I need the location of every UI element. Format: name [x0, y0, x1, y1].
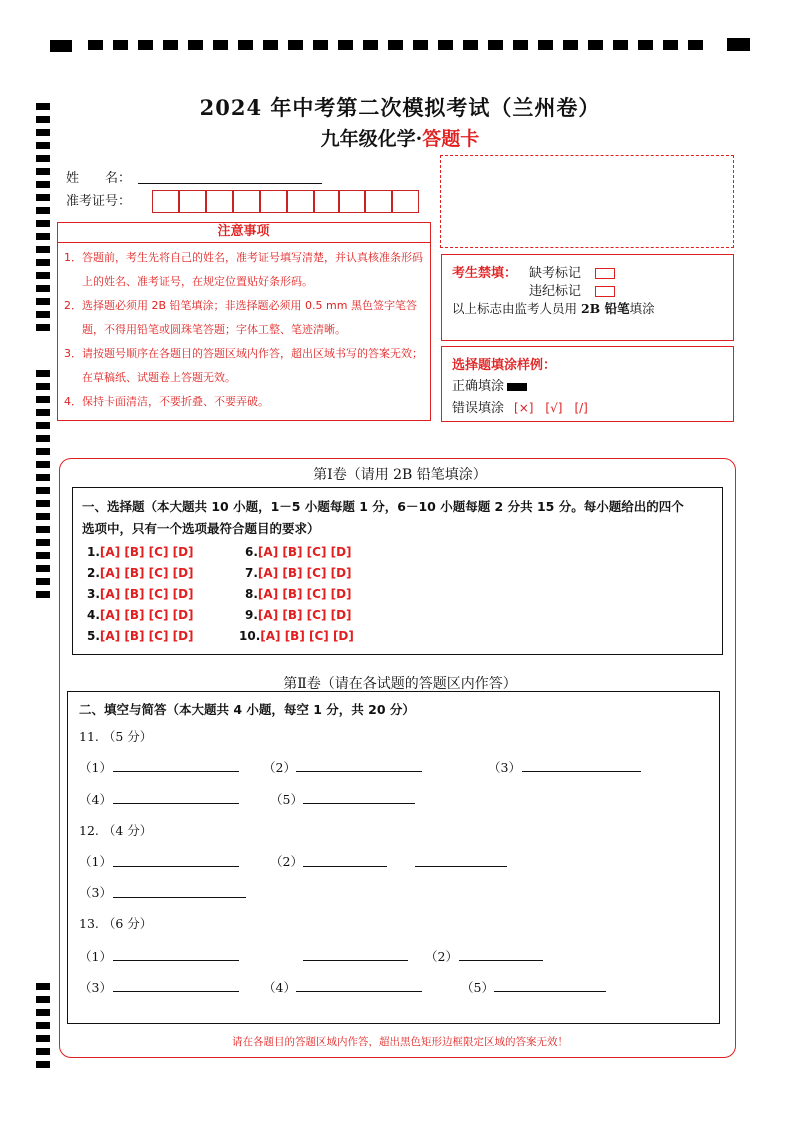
subject-label: 九年级化学· — [320, 128, 423, 150]
choice-instructions-1: 一、选择题（本大题共 10 小题，1－5 小题每题 1 分，6－10 小题每题 2 分共 15 分。每小题给出的四个 — [82, 499, 684, 514]
choice-row-2[interactable]: 2.[A] [B] [C] [D] — [87, 566, 194, 580]
forbidden-label: 考生禁填： — [452, 266, 518, 281]
violation-mark-box[interactable] — [595, 286, 615, 297]
choice-row-6[interactable]: 6.[A] [B] [C] [D] — [245, 545, 352, 559]
fill-section-box — [67, 691, 720, 1024]
part1-title: 第Ⅰ卷（请用 2B 铅笔填涂） — [313, 467, 487, 483]
sample-title: 选择题填涂样例： — [452, 358, 557, 373]
forbidden-note: 以上标志由监考人员用 2B 铅笔填涂 — [452, 301, 655, 316]
name-field[interactable] — [138, 183, 322, 184]
page-subtitle — [0, 124, 800, 151]
q13-label-2: （2） — [425, 949, 458, 964]
q13-title: 13. （6 分） — [79, 916, 153, 931]
notice-item: 2．选择题必须用 2B 铅笔填涂；非选择题必须用 0.5 mm 黑色签字笔答题，不得用铅笔或圆珠笔答题；字体工整、笔迹清晰。 — [64, 299, 417, 336]
footer-warning: 请在各题目的答题区域内作答，超出黑色矩形边框限定区域的答案无效！ — [232, 1036, 568, 1048]
q11-blank-4[interactable] — [113, 803, 239, 804]
name-label: 姓 名： — [66, 171, 132, 186]
q13-label-1: （1） — [79, 949, 112, 964]
q11-label-4: （4） — [79, 792, 112, 807]
violation-mark-row — [529, 280, 615, 299]
q13-blank-2[interactable] — [459, 960, 543, 961]
choice-row-8[interactable]: 8.[A] [B] [C] [D] — [245, 587, 352, 601]
barcode-area — [440, 155, 734, 248]
choice-row-5[interactable]: 5.[A] [B] [C] [D] — [87, 629, 194, 643]
exam-id-label: 准考证号： — [66, 194, 132, 209]
choice-instructions-2: 选项中，只有一个选项最符合题目的要求） — [82, 521, 320, 536]
part2-title: 第Ⅱ卷（请在各试题的答题区内作答） — [283, 676, 517, 692]
q13-blank-3[interactable] — [113, 991, 239, 992]
q11-title: 11. （5 分） — [79, 729, 153, 744]
q11-label-5: （5） — [270, 792, 303, 807]
notice-list — [64, 246, 429, 414]
notice-item: 1．答题前，考生先将自己的姓名，准考证号填写清楚，并认真核准条形码上的姓名、准考证号，在规定位置贴好条形码。 — [64, 251, 423, 288]
page-title: 2024 年中考第二次模拟考试（兰州卷） — [199, 95, 601, 120]
violation-label: 违纪标记 — [529, 284, 582, 299]
q13-label-4: （4） — [263, 980, 296, 995]
q13-blank-5[interactable] — [494, 991, 606, 992]
choice-row-4[interactable]: 4.[A] [B] [C] [D] — [87, 608, 194, 622]
q11-label-3: （3） — [488, 760, 521, 775]
notice-item: 3．请按题号顺序在各题目的答题区域内作答，超出区域书写的答案无效；在草稿纸、试题卷上答题无效。 — [64, 347, 423, 384]
q12-blank-3[interactable] — [113, 897, 246, 898]
notice-item: 4．保持卡面清洁，不要折叠、不要弄破。 — [64, 395, 269, 408]
absent-mark-row — [529, 262, 615, 281]
choice-row-7[interactable]: 7.[A] [B] [C] [D] — [245, 566, 352, 580]
wrong-sample: 错误填涂 [×] [√] [/] — [452, 401, 588, 416]
q11-label-1: （1） — [79, 760, 112, 775]
correct-sample: 正确填涂 — [452, 375, 527, 394]
answer-card-label: 答题卡 — [422, 128, 480, 150]
q11-blank-3[interactable] — [522, 771, 641, 772]
q11-blank-5[interactable] — [303, 803, 415, 804]
q12-label-2: （2） — [270, 854, 303, 869]
absent-mark-box[interactable] — [595, 268, 615, 279]
filled-mark — [507, 383, 527, 391]
q11-blank-2[interactable] — [296, 771, 422, 772]
choice-row-3[interactable]: 3.[A] [B] [C] [D] — [87, 587, 194, 601]
absent-label: 缺考标记 — [529, 266, 582, 281]
q13-blank-1a[interactable] — [113, 960, 239, 961]
q12-blank-1[interactable] — [113, 866, 239, 867]
q12-title: 12. （4 分） — [79, 823, 153, 838]
choice-row-9[interactable]: 9.[A] [B] [C] [D] — [245, 608, 352, 622]
q11-label-2: （2） — [263, 760, 296, 775]
choice-row-1[interactable]: 1.[A] [B] [C] [D] — [87, 545, 194, 559]
wrong-marks: [×] [√] [/] — [514, 401, 588, 415]
q12-label-1: （1） — [79, 854, 112, 869]
q11-blank-1[interactable] — [113, 771, 239, 772]
q13-blank-1b[interactable] — [303, 960, 408, 961]
q13-label-3: （3） — [79, 980, 112, 995]
fill-section-title: 二、填空与简答（本大题共 4 小题，每空 1 分，共 20 分） — [79, 702, 415, 717]
choice-row-10[interactable]: 10.[A] [B] [C] [D] — [239, 629, 354, 643]
notice-title: 注意事项 — [57, 222, 430, 243]
q13-blank-4[interactable] — [296, 991, 422, 992]
q12-label-3: （3） — [79, 885, 112, 900]
q12-blank-2b[interactable] — [415, 866, 507, 867]
q13-label-5: （5） — [461, 980, 494, 995]
q12-blank-2a[interactable] — [303, 866, 387, 867]
